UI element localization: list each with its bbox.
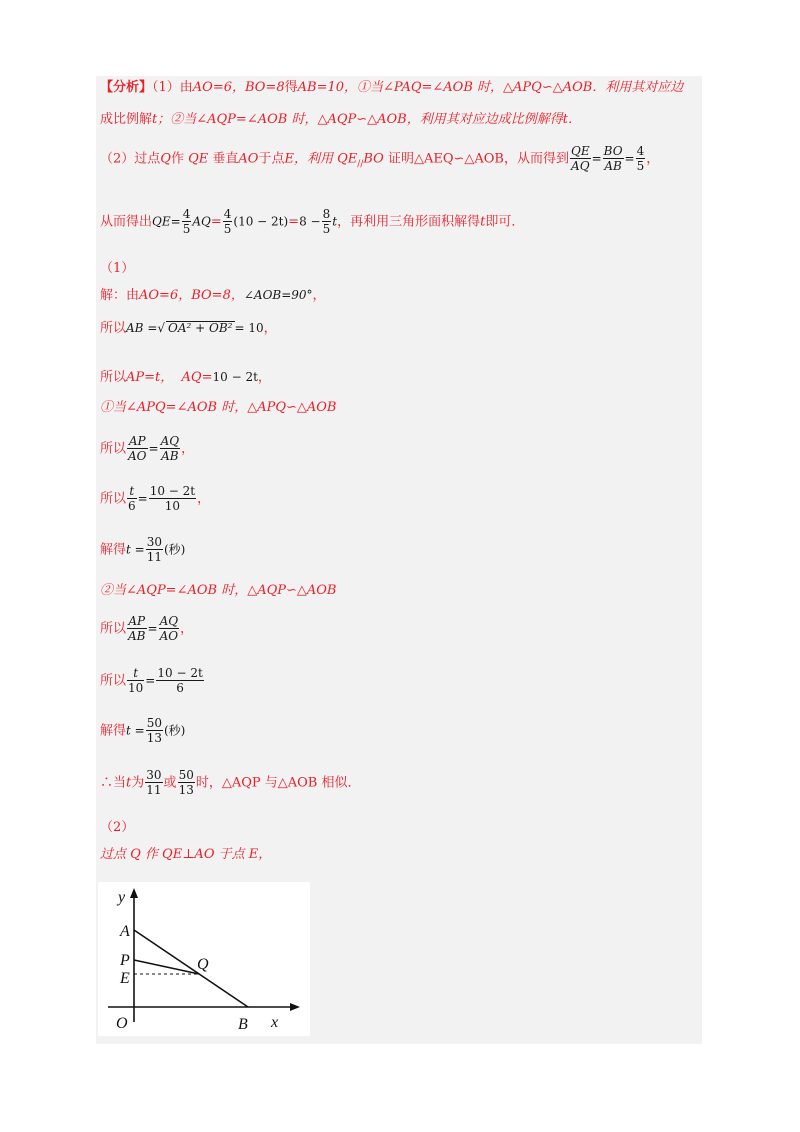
fraction: $\frac{t}{10}$ (128, 666, 144, 696)
concl-text: 或 (163, 775, 177, 791)
fraction: $\frac{4}{5}$ (182, 207, 191, 237)
fraction: $\frac{t}{6}$ (128, 484, 136, 514)
part1-label: （1） (100, 261, 135, 276)
solve-var: AQ= (181, 370, 213, 385)
analysis-var: QE (188, 151, 209, 167)
fraction: $\frac{AP}{AO}$ (128, 434, 147, 464)
analysis-var: t (480, 214, 486, 230)
case-text: ②当∠AQP=∠AOB 时，△AQP∽△AOB (100, 583, 337, 598)
analysis-text: 从而得出 (100, 214, 153, 230)
so-text: ， (181, 441, 195, 457)
case2-ratio: 所以 $\frac{AP}{AB}$ = $\frac{AQ}{AO}$ ， (100, 614, 194, 644)
so-text: 所以 (100, 673, 127, 689)
part2-label: （2） (100, 820, 135, 835)
math-text: t = (126, 723, 145, 738)
analysis-line-2 (100, 113, 581, 126)
so-text: 所以 (100, 621, 127, 637)
solve-text: 解：由 (100, 288, 140, 303)
fraction: $\frac{10 - 2t}{10}$ (149, 484, 196, 514)
fraction: $\frac{4}{5}$ (223, 207, 232, 237)
conclusion (100, 768, 361, 798)
case1-heading (100, 401, 336, 414)
analysis-text: 即可． (485, 214, 525, 230)
case1-sub: 所以 $\frac{t}{6}$ = $\frac{10 - 2t}{10}$ ， (100, 484, 211, 514)
label-a: A (120, 923, 130, 940)
fraction: $\frac{10 - 2t}{6}$ (157, 666, 203, 696)
fraction: $\frac{50}{13}$ (178, 768, 194, 798)
solve-var: AO=6，BO=8， (139, 288, 244, 303)
analysis-text: 垂直 (212, 151, 239, 167)
parallel-symbol: // (357, 159, 364, 170)
case2-result (100, 716, 185, 746)
analysis-text: ，再利用三角形面积解得 (337, 214, 481, 230)
case-text: ①当∠APQ=∠AOB 时，△APQ∽△AOB (100, 400, 337, 415)
fraction: $\frac{50}{13}$ (146, 716, 162, 746)
analysis-var: AO=6，BO=8 (192, 80, 285, 95)
label-p: P (120, 952, 130, 969)
geometry-figure (98, 882, 310, 1036)
unit-text: (秒) (164, 542, 186, 557)
so-text: 所以 (100, 491, 127, 507)
math-text: AB = (126, 321, 158, 335)
math-text: (10 − 2t) (233, 214, 289, 229)
so-text: ， (180, 621, 194, 637)
so-text: ， (263, 321, 277, 336)
case1-result (100, 535, 185, 565)
case2-sub: 所以 $\frac{t}{10}$ = $\frac{10 - 2t}{6}$ (100, 666, 203, 696)
math-text: QE (152, 214, 171, 229)
so-text: ， (197, 491, 211, 507)
analysis-var: AB=10，①当∠PAQ=∠AOB 时，△APQ∽△AOB．利用其对应边 (297, 80, 684, 95)
math-text: AQ (192, 214, 211, 229)
fraction: $\frac{QE}{AQ}$ (570, 144, 590, 174)
fraction: $\frac{30}{11}$ (146, 768, 162, 798)
analysis-text: 证明△AEQ∽△AOB，从而得到 (387, 151, 569, 167)
fraction: $\frac{4}{5}$ (636, 144, 645, 174)
analysis-line-4: 从而得出QE= $\frac{4}{5}$ AQ= $\frac{4}{5}$ (10 − 2t)=8 − $\frac{8}{5}$ t，再利用三角形面积解得t即可． (100, 207, 525, 237)
case1-ratio: 所以 $\frac{AP}{AO}$ = $\frac{AQ}{AB}$ ， (100, 434, 195, 464)
label-o: O (116, 1015, 128, 1032)
solve-var: AP=t， (126, 370, 174, 385)
analysis-text: 得 (284, 80, 298, 95)
analysis-var: t． (562, 112, 581, 127)
ab-line: 所以AB =√ OA² + OB² = 10， (100, 321, 277, 336)
analysis-text: （1）由 (152, 80, 193, 95)
part2-text (100, 848, 271, 861)
analysis-text: 作 (170, 151, 184, 167)
concl-text: 时，△AQP 与△AOB 相似． (195, 775, 361, 791)
label-e: E (120, 970, 130, 987)
so-text: 所以 (100, 370, 127, 385)
analysis-text: 于点 (258, 151, 285, 167)
fraction: $\frac{AP}{AB}$ (128, 614, 146, 644)
label-b: B (238, 1016, 248, 1033)
fraction: $\frac{BO}{AB}$ (603, 144, 623, 174)
analysis-var: QE (337, 151, 358, 167)
analysis-line-3: （2）过点Q作 QE 垂直AO于点E，利用 $QE_{//}BO$ 证明△AEQ∽△AOB，从而得到 $\frac{QE}{AQ}$ = $\frac{BO}{AB}$ = $\frac{4}{5}$ ， (100, 144, 660, 174)
analysis-var: E，利用 (284, 151, 333, 167)
solve-line (100, 289, 326, 302)
part2-body: 过点 Q 作 QE⊥AO 于点 E， (100, 847, 272, 862)
math-text: 10 − 2t (212, 370, 258, 384)
label-q: Q (197, 956, 209, 973)
so-text: 解得 (100, 542, 127, 558)
math-text: t (332, 214, 338, 229)
solve-text: ， (312, 288, 326, 303)
analysis-var: AO (238, 151, 259, 167)
label-y: y (118, 889, 126, 906)
fraction: $\frac{8}{5}$ (322, 207, 331, 237)
analysis-line-1 (100, 81, 683, 94)
so-text: 所以 (100, 441, 127, 457)
math-text: = 10 (234, 321, 264, 335)
math-text: 8 − (299, 214, 321, 229)
math-text: ∠AOB=90° (243, 288, 313, 302)
unit-text: (秒) (164, 723, 186, 738)
fraction: $\frac{30}{11}$ (146, 535, 162, 565)
so-text: 所以 (100, 321, 127, 336)
fraction: $\frac{AQ}{AB}$ (160, 434, 180, 464)
ap-line (100, 371, 271, 384)
analysis-var: Q (160, 151, 171, 167)
concl-text: 为 (131, 775, 145, 791)
analysis-var: BO (363, 151, 384, 167)
analysis-text: 成比例解 (100, 112, 153, 127)
analysis-tag: 【分析】 (100, 80, 153, 95)
sqrt-expr: OA² + OB² (168, 321, 233, 335)
analysis-var: t；②当∠AQP=∠AOB 时，△AQP∽△AOB，利用其对应边成比例解得 (152, 112, 563, 127)
analysis-text: （2）过点 (100, 151, 161, 167)
case2-heading (100, 584, 336, 597)
label-x: x (271, 1014, 279, 1031)
concl-var: t (126, 775, 132, 791)
so-text: 解得 (100, 723, 127, 739)
so-text: ， (257, 370, 271, 385)
math-text: t = (126, 542, 145, 557)
fraction: $\frac{AQ}{AO}$ (159, 614, 179, 644)
concl-text: ∴当 (100, 775, 127, 791)
